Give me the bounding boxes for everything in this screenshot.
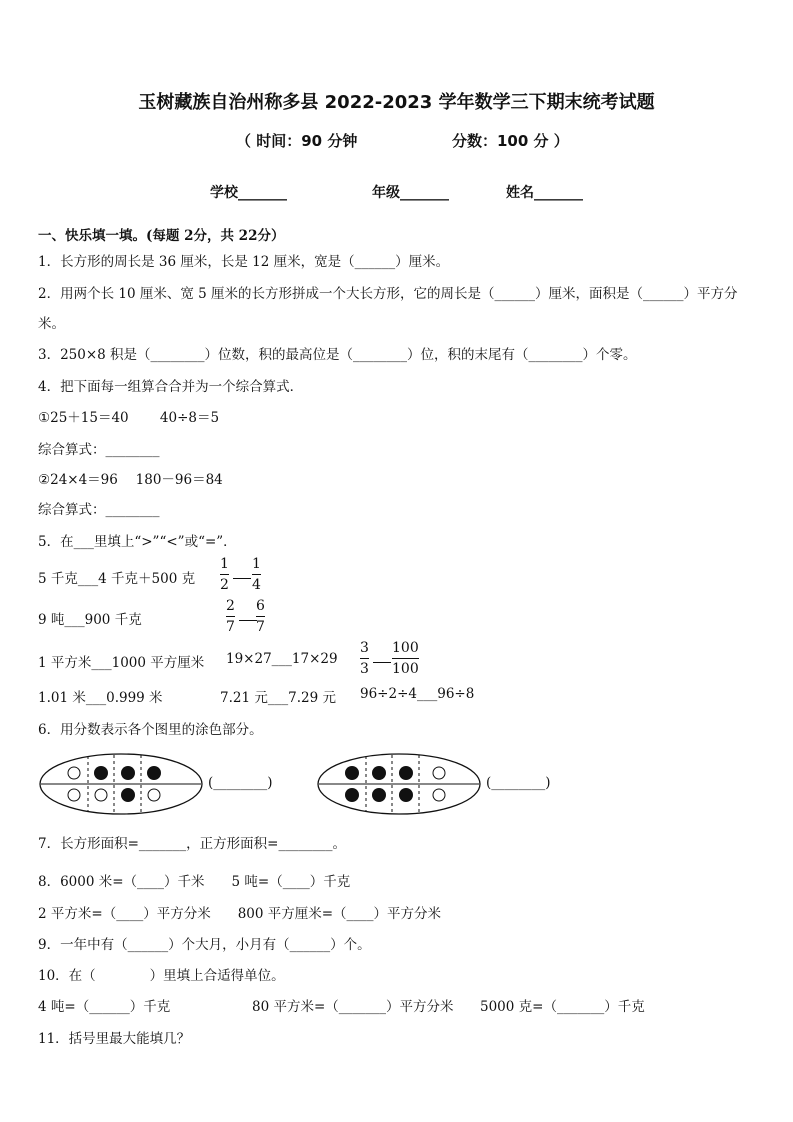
question-6: 6．用分数表示各个图里的涂色部分。 (38, 722, 263, 738)
question-7: 7．长方形面积=_______，正方形面积=________。 (38, 836, 346, 852)
q5-row4-item-3: 96÷2÷4___96÷8 (360, 686, 475, 702)
question-2-line-1: 2．用两个长 10 厘米、宽 5 厘米的长方形拼成一个大长方形，它的周长是（______）厘米，面积是（______）平方分 (38, 286, 738, 302)
figure-1-answer-blank: (________) (208, 775, 273, 791)
compare-blank (239, 620, 257, 621)
compare-blank (373, 662, 391, 663)
question-10: 10．在（ ）里填上合适得单位。 (38, 968, 285, 984)
filled-dot (372, 766, 386, 780)
q5-row3-item-1: 1 平方米___1000 平方厘米 (38, 655, 205, 671)
filled-dot (147, 766, 161, 780)
question-2-line-2: 米。 (38, 316, 65, 332)
question-4-group-1: ①25＋15＝40 40÷8＝5 (38, 410, 220, 426)
section-heading: 一、快乐填一填。(每题 2分，共 22分） (38, 228, 285, 244)
question-8-line-1: 8．6000 米=（____）千米 5 吨=（____）千克 (38, 874, 351, 890)
question-10-item-3: 5000 克=（_______）千克 (480, 999, 645, 1015)
page-title: 玉树藏族自治州称多县 2022-2023 学年数学三下期末统考试题 (138, 92, 655, 113)
question-5: 5．在___里填上“>”“<”或“=”． (38, 534, 237, 550)
filled-dot (399, 766, 413, 780)
figure-2-oval (316, 752, 482, 816)
filled-dot (94, 766, 108, 780)
filled-dot (399, 788, 413, 802)
empty-dot (95, 789, 107, 801)
filled-dot (121, 788, 135, 802)
filled-dot (372, 788, 386, 802)
empty-dot (68, 767, 80, 779)
q5-row2-item: 9 吨___900 千克 (38, 612, 142, 628)
q5-row1-fraction-right: 1 4 (252, 556, 261, 593)
filled-dot (345, 766, 359, 780)
question-10-item-1: 4 吨=（______）千克 (38, 999, 171, 1015)
time-label: （ 时间：90 分钟 (236, 132, 358, 150)
q5-row1-item: 5 千克___4 千克＋500 克 (38, 571, 196, 587)
question-4-group-2: ②24×4＝96 180－96＝84 (38, 472, 223, 488)
question-1: 1．长方形的周长是 36 厘米，长是 12 厘米，宽是（______）厘米。 (38, 254, 450, 270)
grade-field: 年级_______ (372, 185, 449, 201)
figure-1-oval (38, 752, 204, 816)
score-label: 分数：100 分 ） (452, 132, 569, 150)
question-9: 9．一年中有（______）个大月，小月有（______）个。 (38, 937, 371, 953)
q5-row4-item-1: 1.01 米___0.999 米 (38, 690, 163, 706)
q5-row4-item-2: 7.21 元___7.29 元 (220, 690, 336, 706)
filled-dot (345, 788, 359, 802)
question-4-answer-1: 综合算式：________ (38, 442, 160, 458)
question-4-answer-2: 综合算式：________ (38, 502, 160, 518)
q5-row1-fraction-left: 1 2 (220, 556, 229, 593)
question-8-line-2: 2 平方米=（____）平方分米 800 平方厘米=（____）平方分米 (38, 906, 442, 922)
empty-dot (148, 789, 160, 801)
school-field: 学校_______ (210, 185, 287, 201)
figure-2-answer-blank: (________) (486, 775, 551, 791)
question-4: 4．把下面每一组算合合并为一个综合算式． (38, 379, 304, 395)
q5-row2-fraction-left: 2 7 (226, 598, 235, 635)
filled-dot (121, 766, 135, 780)
q5-row2-fraction-right: 6 7 (256, 598, 265, 635)
compare-blank (233, 578, 251, 579)
question-10-item-2: 80 平方米=（_______）平方分米 (252, 999, 454, 1015)
empty-dot (433, 789, 445, 801)
q5-row3-item-2: 19×27___17×29 (226, 651, 338, 667)
empty-dot (433, 767, 445, 779)
question-11: 11．括号里最大能填几？ (38, 1031, 191, 1047)
q5-row3-fraction-left: 3 3 (360, 640, 369, 677)
empty-dot (68, 789, 80, 801)
name-field: 姓名_______ (506, 185, 583, 201)
question-3: 3．250×8 积是（________）位数，积的最高位是（________）位，积的末尾有（________）个零。 (38, 347, 637, 363)
q5-row3-fraction-right: 100 100 (392, 640, 419, 677)
